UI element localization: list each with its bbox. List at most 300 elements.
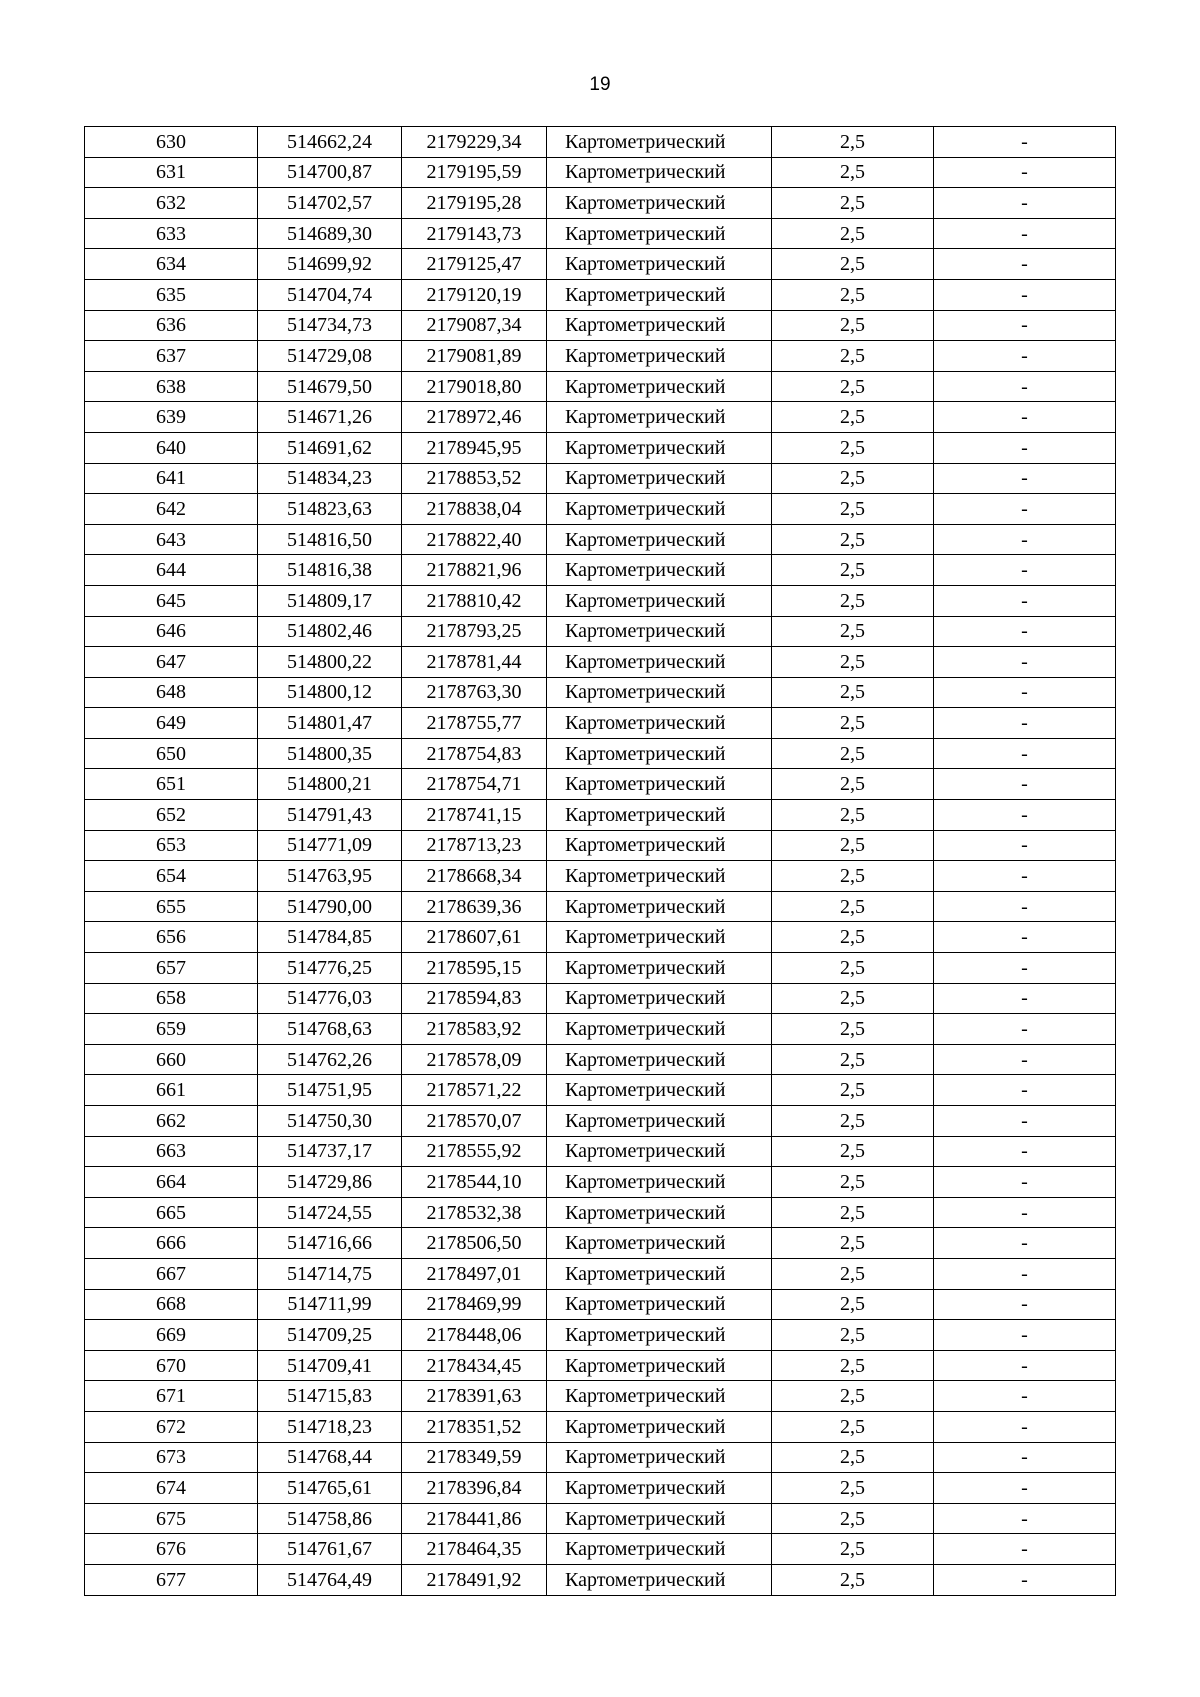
method-cell: Картометрический	[547, 1503, 772, 1534]
x-coordinate-cell: 514750,30	[258, 1106, 402, 1137]
x-coordinate-cell: 514776,03	[258, 983, 402, 1014]
accuracy-cell: 2,5	[772, 279, 934, 310]
note-cell: -	[934, 524, 1116, 555]
point-number-cell: 659	[85, 1014, 258, 1045]
accuracy-cell: 2,5	[772, 738, 934, 769]
table-row	[85, 1167, 1116, 1198]
accuracy-cell: 2,5	[772, 371, 934, 402]
table-row	[85, 769, 1116, 800]
table-row	[85, 983, 1116, 1014]
point-number-cell: 662	[85, 1106, 258, 1137]
table-row	[85, 1350, 1116, 1381]
method-cell: Картометрический	[547, 922, 772, 953]
table-row	[85, 861, 1116, 892]
note-cell: -	[934, 1289, 1116, 1320]
point-number-cell: 671	[85, 1381, 258, 1412]
method-cell: Картометрический	[547, 432, 772, 463]
x-coordinate-cell: 514691,62	[258, 432, 402, 463]
accuracy-cell: 2,5	[772, 1289, 934, 1320]
method-cell: Картометрический	[547, 1534, 772, 1565]
y-coordinate-cell: 2178532,38	[402, 1197, 547, 1228]
table-row	[85, 494, 1116, 525]
method-cell: Картометрический	[547, 738, 772, 769]
y-coordinate-cell: 2178595,15	[402, 953, 547, 984]
method-cell: Картометрический	[547, 310, 772, 341]
note-cell: -	[934, 1381, 1116, 1412]
method-cell: Картометрический	[547, 1411, 772, 1442]
method-cell: Картометрический	[547, 188, 772, 219]
point-number-cell: 673	[85, 1442, 258, 1473]
accuracy-cell: 2,5	[772, 830, 934, 861]
y-coordinate-cell: 2178578,09	[402, 1044, 547, 1075]
table-row	[85, 1197, 1116, 1228]
x-coordinate-cell: 514800,22	[258, 647, 402, 678]
accuracy-cell: 2,5	[772, 861, 934, 892]
x-coordinate-cell: 514784,85	[258, 922, 402, 953]
method-cell: Картометрический	[547, 341, 772, 372]
coordinates-table	[84, 126, 1116, 1596]
x-coordinate-cell: 514718,23	[258, 1411, 402, 1442]
y-coordinate-cell: 2178793,25	[402, 616, 547, 647]
note-cell: -	[934, 1320, 1116, 1351]
note-cell: -	[934, 1014, 1116, 1045]
accuracy-cell: 2,5	[772, 891, 934, 922]
point-number-cell: 630	[85, 127, 258, 158]
accuracy-cell: 2,5	[772, 127, 934, 158]
table-row	[85, 127, 1116, 158]
y-coordinate-cell: 2178822,40	[402, 524, 547, 555]
note-cell: -	[934, 585, 1116, 616]
point-number-cell: 667	[85, 1258, 258, 1289]
x-coordinate-cell: 514709,25	[258, 1320, 402, 1351]
accuracy-cell: 2,5	[772, 677, 934, 708]
method-cell: Картометрический	[547, 524, 772, 555]
table-row	[85, 922, 1116, 953]
y-coordinate-cell: 2179195,28	[402, 188, 547, 219]
method-cell: Картометрический	[547, 1044, 772, 1075]
table-row	[85, 371, 1116, 402]
page-number: 19	[589, 74, 611, 95]
note-cell: -	[934, 677, 1116, 708]
x-coordinate-cell: 514689,30	[258, 218, 402, 249]
y-coordinate-cell: 2179120,19	[402, 279, 547, 310]
y-coordinate-cell: 2179018,80	[402, 371, 547, 402]
x-coordinate-cell: 514716,66	[258, 1228, 402, 1259]
table-row	[85, 1106, 1116, 1137]
table-row	[85, 1075, 1116, 1106]
table-row	[85, 1258, 1116, 1289]
method-cell: Картометрический	[547, 1228, 772, 1259]
y-coordinate-cell: 2178838,04	[402, 494, 547, 525]
method-cell: Картометрический	[547, 1289, 772, 1320]
note-cell: -	[934, 432, 1116, 463]
method-cell: Картометрический	[547, 279, 772, 310]
y-coordinate-cell: 2178351,52	[402, 1411, 547, 1442]
note-cell: -	[934, 1044, 1116, 1075]
x-coordinate-cell: 514776,25	[258, 953, 402, 984]
point-number-cell: 676	[85, 1534, 258, 1565]
y-coordinate-cell: 2178810,42	[402, 585, 547, 616]
table-row	[85, 310, 1116, 341]
table-row	[85, 708, 1116, 739]
note-cell: -	[934, 279, 1116, 310]
x-coordinate-cell: 514816,38	[258, 555, 402, 586]
note-cell: -	[934, 769, 1116, 800]
note-cell: -	[934, 157, 1116, 188]
table-row	[85, 218, 1116, 249]
y-coordinate-cell: 2178741,15	[402, 800, 547, 831]
x-coordinate-cell: 514729,86	[258, 1167, 402, 1198]
accuracy-cell: 2,5	[772, 708, 934, 739]
note-cell: -	[934, 218, 1116, 249]
x-coordinate-cell: 514768,63	[258, 1014, 402, 1045]
note-cell: -	[934, 1473, 1116, 1504]
accuracy-cell: 2,5	[772, 157, 934, 188]
table-row	[85, 1473, 1116, 1504]
method-cell: Картометрический	[547, 800, 772, 831]
note-cell: -	[934, 1564, 1116, 1595]
method-cell: Картометрический	[547, 555, 772, 586]
y-coordinate-cell: 2178434,45	[402, 1350, 547, 1381]
y-coordinate-cell: 2178583,92	[402, 1014, 547, 1045]
point-number-cell: 641	[85, 463, 258, 494]
table-row	[85, 1228, 1116, 1259]
y-coordinate-cell: 2178571,22	[402, 1075, 547, 1106]
x-coordinate-cell: 514800,12	[258, 677, 402, 708]
method-cell: Картометрический	[547, 127, 772, 158]
point-number-cell: 652	[85, 800, 258, 831]
x-coordinate-cell: 514790,00	[258, 891, 402, 922]
y-coordinate-cell: 2178497,01	[402, 1258, 547, 1289]
point-number-cell: 656	[85, 922, 258, 953]
note-cell: -	[934, 800, 1116, 831]
accuracy-cell: 2,5	[772, 402, 934, 433]
table-row	[85, 585, 1116, 616]
accuracy-cell: 2,5	[772, 1228, 934, 1259]
table-row	[85, 1534, 1116, 1565]
method-cell: Картометрический	[547, 861, 772, 892]
y-coordinate-cell: 2178469,99	[402, 1289, 547, 1320]
note-cell: -	[934, 647, 1116, 678]
y-coordinate-cell: 2179081,89	[402, 341, 547, 372]
method-cell: Картометрический	[547, 830, 772, 861]
accuracy-cell: 2,5	[772, 555, 934, 586]
point-number-cell: 635	[85, 279, 258, 310]
y-coordinate-cell: 2179125,47	[402, 249, 547, 280]
x-coordinate-cell: 514809,17	[258, 585, 402, 616]
table-row	[85, 800, 1116, 831]
method-cell: Картометрический	[547, 463, 772, 494]
accuracy-cell: 2,5	[772, 1442, 934, 1473]
note-cell: -	[934, 1228, 1116, 1259]
method-cell: Картометрический	[547, 1320, 772, 1351]
accuracy-cell: 2,5	[772, 1106, 934, 1137]
note-cell: -	[934, 1534, 1116, 1565]
point-number-cell: 675	[85, 1503, 258, 1534]
method-cell: Картометрический	[547, 1258, 772, 1289]
table-row	[85, 1564, 1116, 1595]
y-coordinate-cell: 2178668,34	[402, 861, 547, 892]
point-number-cell: 638	[85, 371, 258, 402]
table-row	[85, 1044, 1116, 1075]
point-number-cell: 666	[85, 1228, 258, 1259]
x-coordinate-cell: 514763,95	[258, 861, 402, 892]
point-number-cell: 637	[85, 341, 258, 372]
accuracy-cell: 2,5	[772, 1014, 934, 1045]
table-row	[85, 341, 1116, 372]
point-number-cell: 661	[85, 1075, 258, 1106]
accuracy-cell: 2,5	[772, 922, 934, 953]
method-cell: Картометрический	[547, 1136, 772, 1167]
point-number-cell: 642	[85, 494, 258, 525]
point-number-cell: 664	[85, 1167, 258, 1198]
point-number-cell: 654	[85, 861, 258, 892]
point-number-cell: 674	[85, 1473, 258, 1504]
note-cell: -	[934, 555, 1116, 586]
table-row	[85, 1442, 1116, 1473]
method-cell: Картометрический	[547, 249, 772, 280]
table-row	[85, 524, 1116, 555]
note-cell: -	[934, 708, 1116, 739]
accuracy-cell: 2,5	[772, 1320, 934, 1351]
table-row	[85, 555, 1116, 586]
point-number-cell: 636	[85, 310, 258, 341]
table-row	[85, 1503, 1116, 1534]
method-cell: Картометрический	[547, 1014, 772, 1045]
table-row	[85, 157, 1116, 188]
method-cell: Картометрический	[547, 402, 772, 433]
point-number-cell: 633	[85, 218, 258, 249]
accuracy-cell: 2,5	[772, 1534, 934, 1565]
x-coordinate-cell: 514724,55	[258, 1197, 402, 1228]
accuracy-cell: 2,5	[772, 494, 934, 525]
point-number-cell: 644	[85, 555, 258, 586]
y-coordinate-cell: 2178464,35	[402, 1534, 547, 1565]
accuracy-cell: 2,5	[772, 188, 934, 219]
accuracy-cell: 2,5	[772, 341, 934, 372]
x-coordinate-cell: 514662,24	[258, 127, 402, 158]
note-cell: -	[934, 494, 1116, 525]
x-coordinate-cell: 514714,75	[258, 1258, 402, 1289]
note-cell: -	[934, 127, 1116, 158]
accuracy-cell: 2,5	[772, 953, 934, 984]
note-cell: -	[934, 188, 1116, 219]
note-cell: -	[934, 861, 1116, 892]
x-coordinate-cell: 514816,50	[258, 524, 402, 555]
note-cell: -	[934, 371, 1116, 402]
y-coordinate-cell: 2178945,95	[402, 432, 547, 463]
y-coordinate-cell: 2178544,10	[402, 1167, 547, 1198]
table-row	[85, 1320, 1116, 1351]
method-cell: Картометрический	[547, 769, 772, 800]
accuracy-cell: 2,5	[772, 1473, 934, 1504]
method-cell: Картометрический	[547, 1106, 772, 1137]
note-cell: -	[934, 1197, 1116, 1228]
point-number-cell: 660	[85, 1044, 258, 1075]
point-number-cell: 677	[85, 1564, 258, 1595]
accuracy-cell: 2,5	[772, 1411, 934, 1442]
table-row	[85, 1411, 1116, 1442]
x-coordinate-cell: 514734,73	[258, 310, 402, 341]
x-coordinate-cell: 514702,57	[258, 188, 402, 219]
y-coordinate-cell: 2178713,23	[402, 830, 547, 861]
accuracy-cell: 2,5	[772, 1350, 934, 1381]
y-coordinate-cell: 2178755,77	[402, 708, 547, 739]
method-cell: Картометрический	[547, 371, 772, 402]
accuracy-cell: 2,5	[772, 983, 934, 1014]
accuracy-cell: 2,5	[772, 1167, 934, 1198]
y-coordinate-cell: 2178570,07	[402, 1106, 547, 1137]
note-cell: -	[934, 402, 1116, 433]
point-number-cell: 653	[85, 830, 258, 861]
note-cell: -	[934, 1167, 1116, 1198]
point-number-cell: 649	[85, 708, 258, 739]
point-number-cell: 640	[85, 432, 258, 463]
table-row	[85, 1136, 1116, 1167]
y-coordinate-cell: 2178763,30	[402, 677, 547, 708]
table-row	[85, 953, 1116, 984]
table-row	[85, 432, 1116, 463]
y-coordinate-cell: 2178448,06	[402, 1320, 547, 1351]
point-number-cell: 658	[85, 983, 258, 1014]
method-cell: Картометрический	[547, 218, 772, 249]
point-number-cell: 669	[85, 1320, 258, 1351]
note-cell: -	[934, 1350, 1116, 1381]
y-coordinate-cell: 2178754,83	[402, 738, 547, 769]
note-cell: -	[934, 1106, 1116, 1137]
table-row	[85, 677, 1116, 708]
point-number-cell: 668	[85, 1289, 258, 1320]
accuracy-cell: 2,5	[772, 1197, 934, 1228]
x-coordinate-cell: 514671,26	[258, 402, 402, 433]
y-coordinate-cell: 2179195,59	[402, 157, 547, 188]
accuracy-cell: 2,5	[772, 1075, 934, 1106]
method-cell: Картометрический	[547, 1350, 772, 1381]
x-coordinate-cell: 514737,17	[258, 1136, 402, 1167]
point-number-cell: 634	[85, 249, 258, 280]
point-number-cell: 672	[85, 1411, 258, 1442]
note-cell: -	[934, 341, 1116, 372]
note-cell: -	[934, 1442, 1116, 1473]
accuracy-cell: 2,5	[772, 1044, 934, 1075]
accuracy-cell: 2,5	[772, 585, 934, 616]
note-cell: -	[934, 249, 1116, 280]
note-cell: -	[934, 1503, 1116, 1534]
x-coordinate-cell: 514764,49	[258, 1564, 402, 1595]
x-coordinate-cell: 514758,86	[258, 1503, 402, 1534]
accuracy-cell: 2,5	[772, 1136, 934, 1167]
method-cell: Картометрический	[547, 647, 772, 678]
y-coordinate-cell: 2179143,73	[402, 218, 547, 249]
y-coordinate-cell: 2178396,84	[402, 1473, 547, 1504]
x-coordinate-cell: 514834,23	[258, 463, 402, 494]
x-coordinate-cell: 514791,43	[258, 800, 402, 831]
accuracy-cell: 2,5	[772, 1381, 934, 1412]
table-row	[85, 738, 1116, 769]
note-cell: -	[934, 922, 1116, 953]
table-row	[85, 830, 1116, 861]
accuracy-cell: 2,5	[772, 800, 934, 831]
method-cell: Картометрический	[547, 677, 772, 708]
coordinates-table-body	[85, 127, 1116, 1596]
accuracy-cell: 2,5	[772, 218, 934, 249]
point-number-cell: 657	[85, 953, 258, 984]
method-cell: Картометрический	[547, 1442, 772, 1473]
accuracy-cell: 2,5	[772, 769, 934, 800]
y-coordinate-cell: 2178754,71	[402, 769, 547, 800]
y-coordinate-cell: 2178506,50	[402, 1228, 547, 1259]
y-coordinate-cell: 2178781,44	[402, 647, 547, 678]
accuracy-cell: 2,5	[772, 1503, 934, 1534]
point-number-cell: 632	[85, 188, 258, 219]
table-row	[85, 188, 1116, 219]
y-coordinate-cell: 2178349,59	[402, 1442, 547, 1473]
note-cell: -	[934, 1136, 1116, 1167]
accuracy-cell: 2,5	[772, 1258, 934, 1289]
accuracy-cell: 2,5	[772, 1564, 934, 1595]
y-coordinate-cell: 2179087,34	[402, 310, 547, 341]
x-coordinate-cell: 514762,26	[258, 1044, 402, 1075]
x-coordinate-cell: 514699,92	[258, 249, 402, 280]
method-cell: Картометрический	[547, 157, 772, 188]
x-coordinate-cell: 514700,87	[258, 157, 402, 188]
table-row	[85, 891, 1116, 922]
note-cell: -	[934, 891, 1116, 922]
point-number-cell: 646	[85, 616, 258, 647]
point-number-cell: 647	[85, 647, 258, 678]
x-coordinate-cell: 514823,63	[258, 494, 402, 525]
x-coordinate-cell: 514768,44	[258, 1442, 402, 1473]
x-coordinate-cell: 514761,67	[258, 1534, 402, 1565]
y-coordinate-cell: 2178555,92	[402, 1136, 547, 1167]
table-row	[85, 616, 1116, 647]
method-cell: Картометрический	[547, 1075, 772, 1106]
method-cell: Картометрический	[547, 1381, 772, 1412]
accuracy-cell: 2,5	[772, 310, 934, 341]
point-number-cell: 631	[85, 157, 258, 188]
x-coordinate-cell: 514771,09	[258, 830, 402, 861]
table-row	[85, 402, 1116, 433]
table-row	[85, 1381, 1116, 1412]
method-cell: Картометрический	[547, 891, 772, 922]
x-coordinate-cell: 514751,95	[258, 1075, 402, 1106]
accuracy-cell: 2,5	[772, 249, 934, 280]
method-cell: Картометрический	[547, 983, 772, 1014]
point-number-cell: 655	[85, 891, 258, 922]
x-coordinate-cell: 514800,21	[258, 769, 402, 800]
x-coordinate-cell: 514709,41	[258, 1350, 402, 1381]
note-cell: -	[934, 463, 1116, 494]
y-coordinate-cell: 2178594,83	[402, 983, 547, 1014]
note-cell: -	[934, 1258, 1116, 1289]
table-row	[85, 647, 1116, 678]
method-cell: Картометрический	[547, 494, 772, 525]
table-row	[85, 1289, 1116, 1320]
method-cell: Картометрический	[547, 708, 772, 739]
accuracy-cell: 2,5	[772, 616, 934, 647]
x-coordinate-cell: 514679,50	[258, 371, 402, 402]
y-coordinate-cell: 2178639,36	[402, 891, 547, 922]
point-number-cell: 665	[85, 1197, 258, 1228]
note-cell: -	[934, 738, 1116, 769]
y-coordinate-cell: 2178821,96	[402, 555, 547, 586]
point-number-cell: 643	[85, 524, 258, 555]
note-cell: -	[934, 953, 1116, 984]
accuracy-cell: 2,5	[772, 432, 934, 463]
x-coordinate-cell: 514802,46	[258, 616, 402, 647]
x-coordinate-cell: 514704,74	[258, 279, 402, 310]
point-number-cell: 663	[85, 1136, 258, 1167]
